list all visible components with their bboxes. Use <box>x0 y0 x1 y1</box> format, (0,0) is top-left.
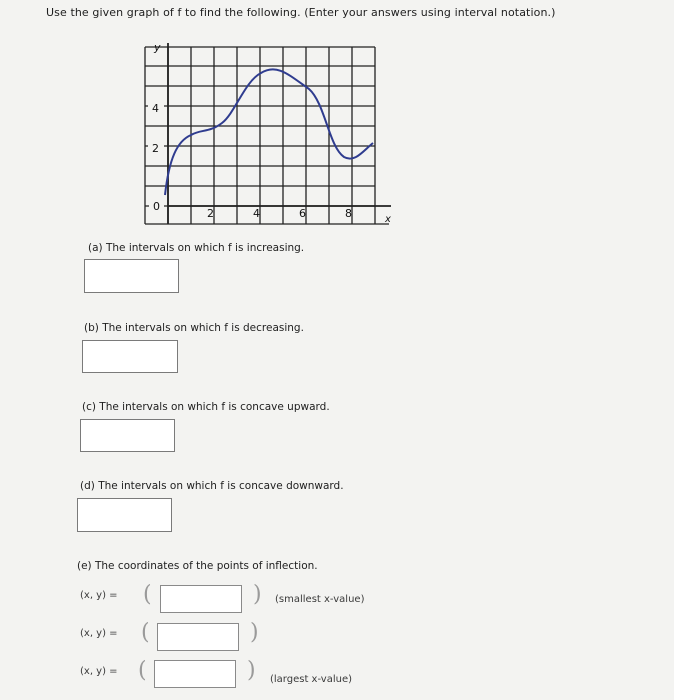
point-2-label: (x, y) = <box>80 628 118 639</box>
point-2-open-paren: ( <box>141 620 150 645</box>
smallest-x-note: (smallest x-value) <box>275 594 365 605</box>
concave-upward-input[interactable] <box>80 419 175 452</box>
x-tick-label-2: 2 <box>207 207 214 220</box>
x-tick-label-4: 4 <box>253 207 260 220</box>
concave-downward-input[interactable] <box>77 498 172 532</box>
question-b-label: (b) The intervals on which f is decreasing. <box>84 322 304 334</box>
grid <box>145 47 389 224</box>
increasing-intervals-input[interactable] <box>84 259 179 293</box>
point-3-close-paren: ) <box>247 658 256 683</box>
point-1-label: (x, y) = <box>80 590 118 601</box>
point-1-close-paren: ) <box>253 582 262 607</box>
question-c-label: (c) The intervals on which f is concave upward. <box>82 401 330 413</box>
x-axis-label: x <box>385 214 391 225</box>
decreasing-intervals-input[interactable] <box>82 340 178 373</box>
function-curve <box>165 69 373 195</box>
y-axis-label: y <box>154 41 161 54</box>
question-d-label: (d) The intervals on which f is concave downward. <box>80 480 344 492</box>
point-3-open-paren: ( <box>138 658 147 683</box>
inflection-point-3-input[interactable] <box>154 660 236 688</box>
point-2-close-paren: ) <box>250 620 259 645</box>
x-tick-label-8: 8 <box>345 207 352 220</box>
point-1-open-paren: ( <box>143 582 152 607</box>
inflection-point-1-input[interactable] <box>160 585 242 613</box>
question-e-label: (e) The coordinates of the points of inflection. <box>77 560 318 572</box>
inflection-point-2-input[interactable] <box>157 623 239 651</box>
instruction-text: Use the given graph of f to find the following. (Enter your answers using interval notation.) <box>46 6 556 19</box>
largest-x-note: (largest x-value) <box>270 674 353 685</box>
y-tick-label-4: 4 <box>152 102 159 115</box>
x-tick-label-6: 6 <box>299 207 306 220</box>
question-a-label: (a) The intervals on which f is increasing. <box>88 242 305 254</box>
function-graph <box>139 39 399 229</box>
graph-svg <box>139 39 399 229</box>
point-3-label: (x, y) = <box>80 666 118 677</box>
y-tick-label-2: 2 <box>152 142 159 155</box>
origin-label: 0 <box>153 200 160 213</box>
